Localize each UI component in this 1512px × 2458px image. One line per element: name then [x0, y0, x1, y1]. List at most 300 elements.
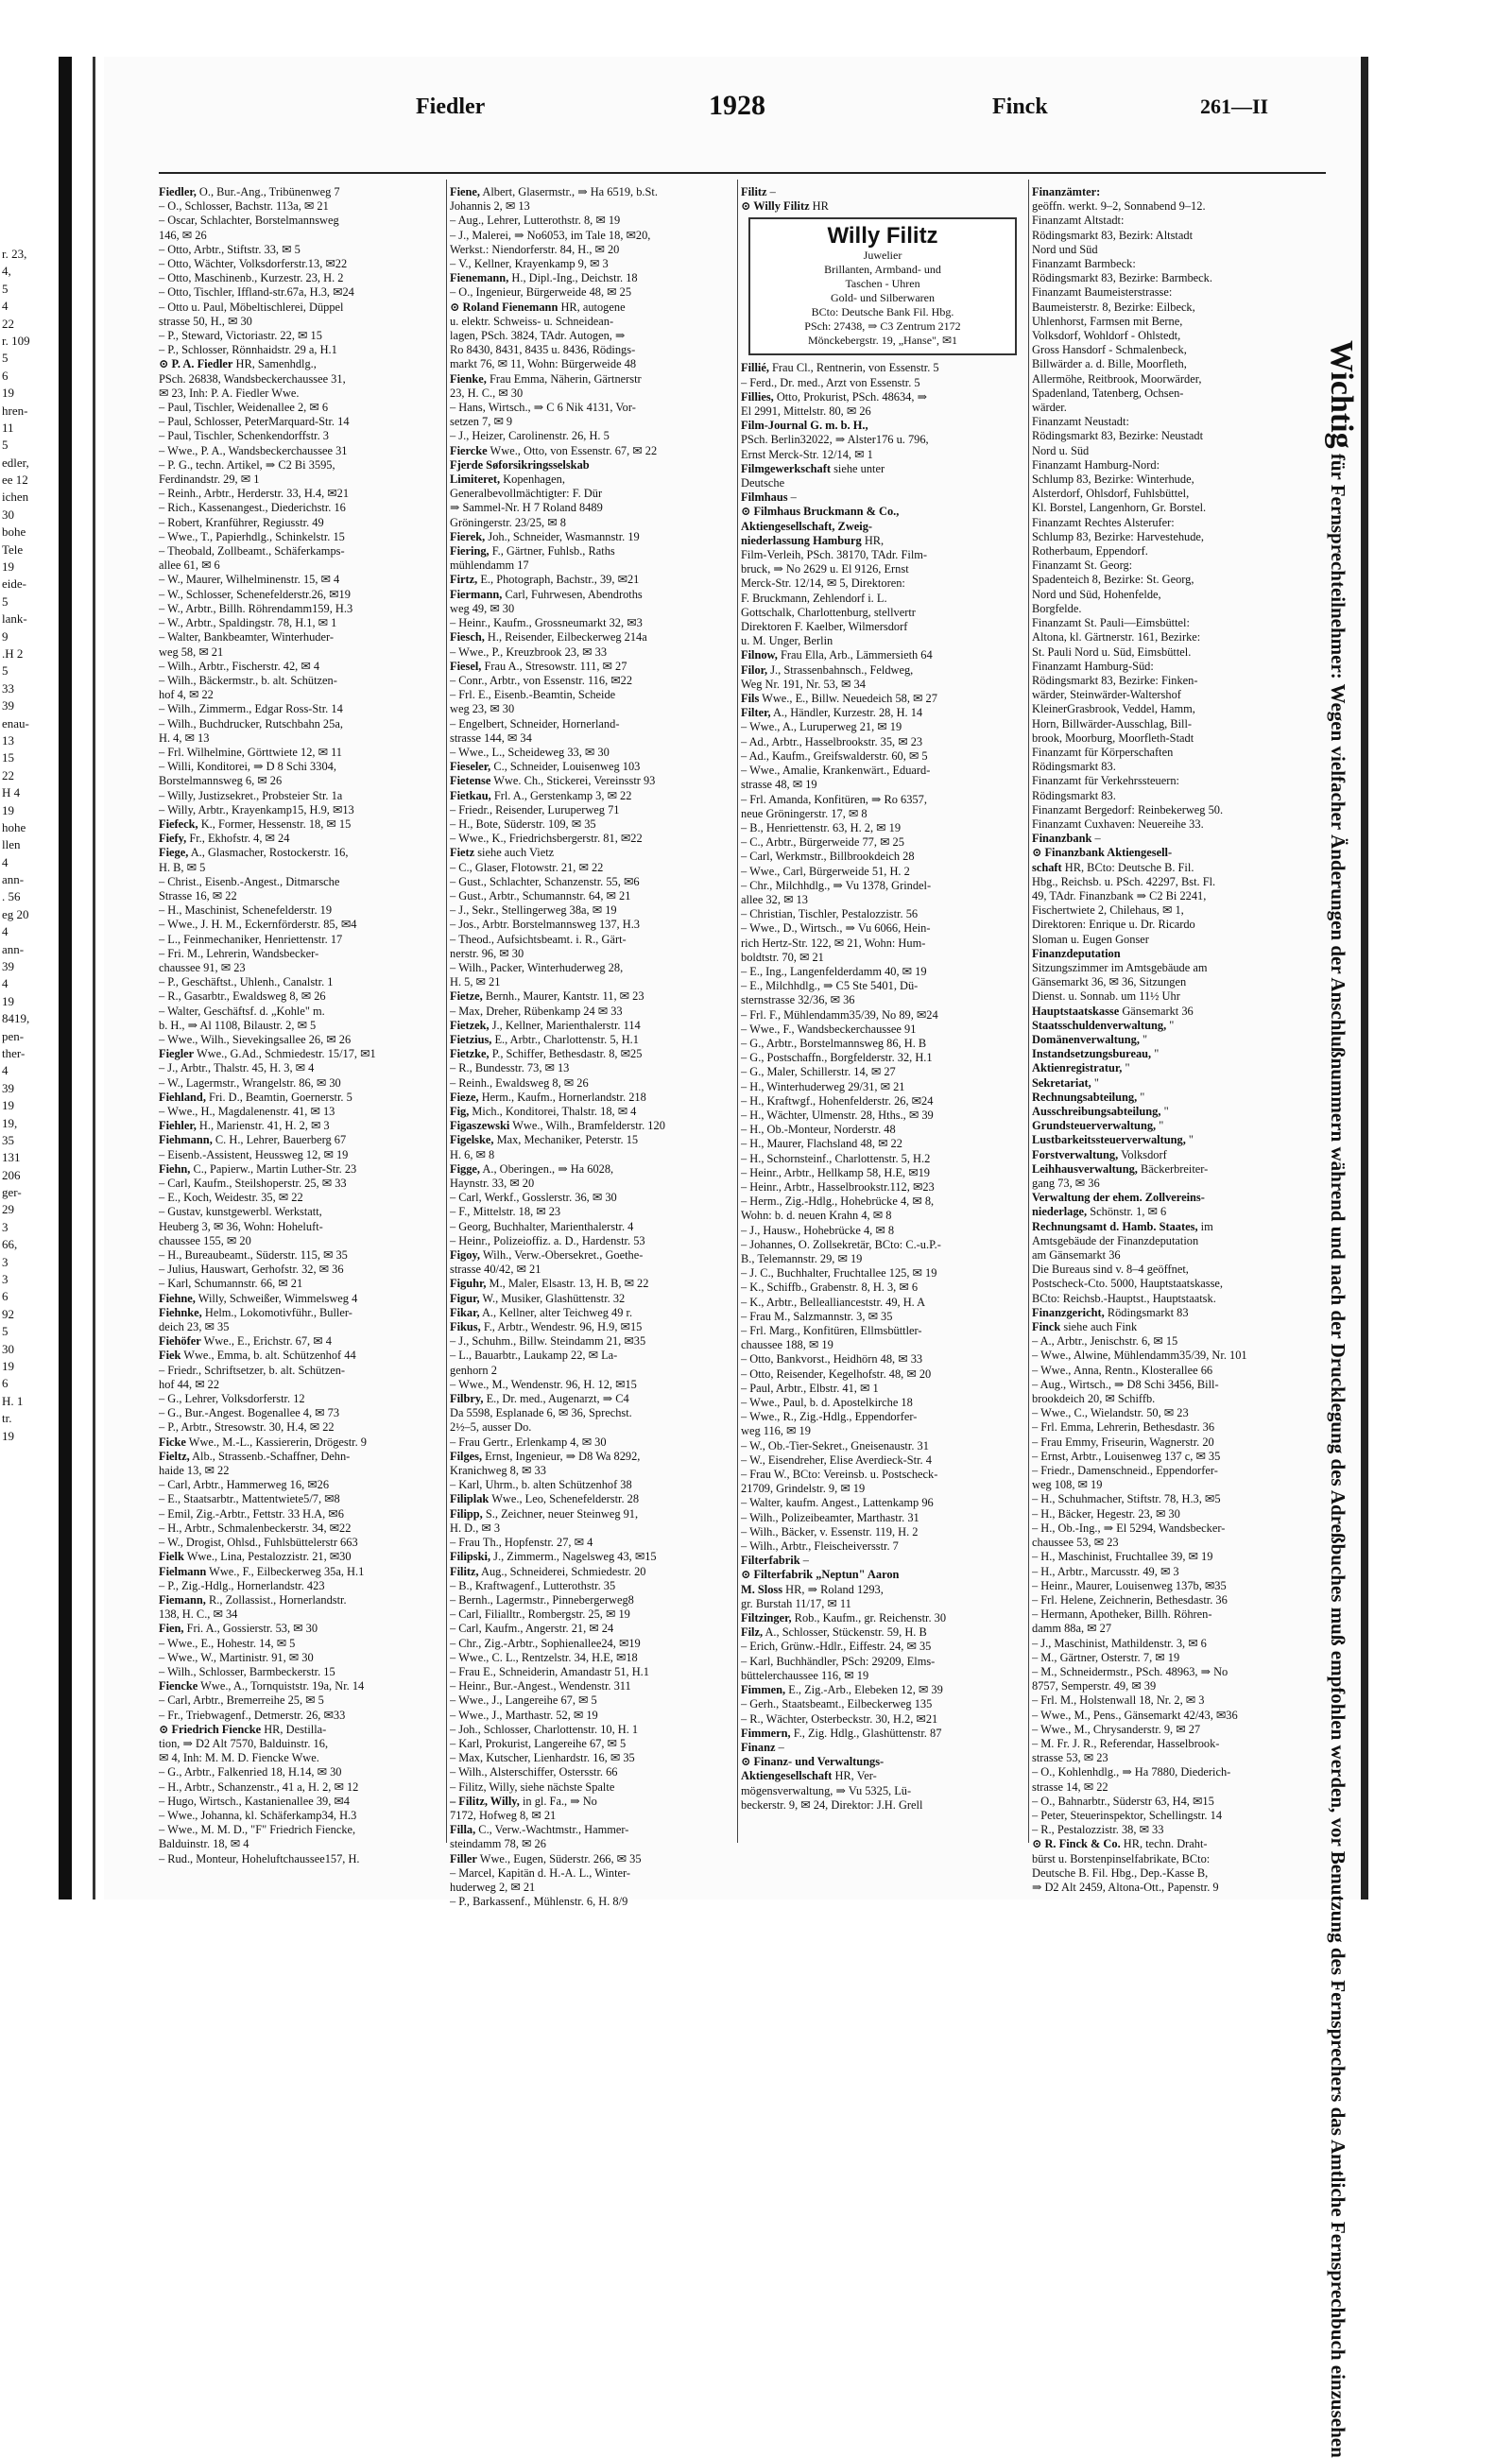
entry-details: Rödingsmarkt 83 — [1104, 1305, 1189, 1319]
directory-entry — [159, 717, 442, 731]
entry-name: Filterfabrik — [741, 1554, 800, 1568]
entry-name: Firtz, — [450, 573, 478, 587]
directory-entry — [741, 735, 1024, 749]
directory-entry — [1032, 1780, 1320, 1795]
entry-details: – Wwe., J., Langereihe 67, ✉ 5 — [450, 1693, 597, 1708]
entry-name: Fiene, — [450, 185, 480, 198]
directory-entry — [1032, 717, 1320, 731]
entry-details: Gottschalk, Charlottenburg, stellvertr — [741, 605, 916, 619]
entry-name: Fieltz, — [159, 1449, 190, 1463]
directory-entry — [450, 257, 733, 271]
directory-entry — [1032, 889, 1320, 903]
directory-entry — [159, 315, 442, 329]
directory-entry — [450, 415, 733, 429]
facing-page-fragment: 19 — [2, 1359, 14, 1373]
directory-entry — [159, 357, 442, 371]
directory-entry — [159, 817, 442, 832]
entry-details: weg 116, ✉ 19 — [741, 1424, 811, 1438]
entry-details: – W., Arbtr., Billh. Röhrendamm159, H.3 — [159, 601, 353, 615]
advertisement-brand: Willy Filitz — [827, 223, 938, 249]
directory-entry — [1032, 832, 1320, 846]
directory-entry — [741, 1310, 1024, 1324]
directory-entry — [1032, 1177, 1320, 1191]
entry-name: Figuhr, — [450, 1277, 487, 1291]
facing-page-fragment: 6 — [2, 368, 9, 383]
directory-entry — [159, 1076, 442, 1091]
entry-details: wärder, Steinwärder-Waltershof — [1032, 688, 1181, 702]
directory-entry — [741, 1655, 1024, 1669]
directory-entry — [450, 516, 733, 530]
directory-entry — [159, 329, 442, 343]
entry-details: – B., Henriettenstr. 63, H. 2, ✉ 19 — [741, 820, 902, 834]
entry-details: – Frl. Wilhelmine, Görttwiete 12, ✉ 11 — [159, 745, 342, 759]
entry-details: Kopenhagen, — [500, 473, 565, 487]
entry-name: Fietzius, — [450, 1032, 492, 1046]
directory-entry — [450, 731, 733, 746]
directory-entry — [1032, 343, 1320, 357]
entry-name: ⊙ R. Finck & Co. — [1032, 1837, 1121, 1851]
entry-details: – Gerh., Staatsbeamt., Eilbeckerweg 135 — [741, 1697, 933, 1711]
entry-name: Filnow, — [741, 648, 778, 662]
directory-entry — [741, 749, 1024, 764]
entry-name: Fikar, — [450, 1305, 480, 1319]
entry-details: – Gustav, kunstgewerbl. Werkstatt, — [159, 1205, 322, 1219]
directory-entry — [1032, 199, 1320, 214]
directory-entry — [450, 1364, 733, 1378]
directory-entry — [1032, 1220, 1320, 1234]
directory-entry — [450, 1809, 733, 1823]
directory-entry — [741, 606, 1024, 620]
entry-details: – Wwe., L., Scheideweg 33, ✉ 30 — [450, 745, 610, 759]
entry-name: Instandsetzungsbureau, — [1032, 1047, 1152, 1061]
entry-details: Die Bureaus sind v. 8–4 geöffnet, — [1032, 1263, 1189, 1277]
entry-details: – Friedr., Schriftsetzer, b. alt. Schützen- — [159, 1363, 346, 1377]
entry-details: Alb., Strassenb.-Schaffner, Dehn- — [189, 1449, 351, 1463]
entry-details: – Heinr., Maurer, Louisenweg 137b, ✉35 — [1032, 1578, 1227, 1592]
directory-entry — [450, 1306, 733, 1320]
entry-details: – Frau E., Schneiderin, Amandastr 51, H.1 — [450, 1664, 649, 1678]
entry-name: Filor, — [741, 662, 768, 677]
directory-entry — [159, 229, 442, 243]
entry-details: – Otto, Maschinenb., Kurzestr. 23, H. 2 — [159, 271, 344, 285]
entry-details: Postscheck-Cto. 5000, Hauptstaatskasse, — [1032, 1277, 1224, 1291]
entry-details: – Marcel, Kapitän d. H.-A. L., Winter- — [450, 1865, 631, 1880]
directory-entry — [159, 789, 442, 803]
directory-entry — [450, 1220, 733, 1234]
directory-entry — [1032, 1420, 1320, 1435]
directory-entry — [1032, 975, 1320, 989]
entry-details: Willy, Schweißer, Wimmelsweg 4 — [195, 1291, 358, 1305]
directory-entry — [1032, 401, 1320, 415]
entry-details: Wwe., G.Ad., Schmiedestr. 15/17, ✉1 — [194, 1047, 376, 1061]
entry-details: 146, ✉ 26 — [159, 228, 207, 242]
entry-name: Fillié, — [741, 361, 769, 375]
entry-name: Fielk — [159, 1550, 184, 1564]
advertisement-line: PSch: 27438, ⇒ C3 Zentrum 2172 — [804, 319, 961, 334]
directory-entry — [741, 979, 1024, 993]
entry-details: – J., Schuhm., Billw. Steindamm 21, ✉35 — [450, 1334, 646, 1349]
entry-details: – P. G., techn. Artikel, ⇒ C2 Bi 3595, — [159, 457, 335, 472]
directory-entry — [741, 1065, 1024, 1079]
entry-name: Limiteret, — [450, 473, 501, 487]
directory-entry — [741, 850, 1024, 864]
directory-entry — [450, 329, 733, 343]
entry-name: Staatsschuldenverwaltung, — [1032, 1018, 1167, 1032]
facing-page-fragment: 4, — [2, 264, 11, 279]
directory-entry — [159, 1780, 442, 1795]
directory-entry — [741, 692, 1024, 706]
column-divider — [446, 180, 447, 1843]
directory-entry — [450, 315, 733, 329]
directory-entry — [741, 1669, 1024, 1683]
entry-details: beckerstr. 9, ✉ 24, Direktor: J.H. Grell — [741, 1797, 923, 1812]
entry-details: – E., Ing., Langenfelderdamm 40, ✉ 19 — [741, 964, 927, 978]
directory-entry — [159, 501, 442, 515]
directory-entry — [1032, 789, 1320, 803]
entry-details: ✉ 23, Inh: P. A. Fiedler Wwe. — [159, 386, 300, 400]
entry-details: – Wilh., Alsterschiffer, Ostersstr. 66 — [450, 1765, 618, 1779]
directory-entry — [159, 875, 442, 889]
entry-details: – J., Arbtr., Thalstr. 45, H. 3, ✉ 4 — [159, 1061, 315, 1075]
entry-details: – Paul, Schlosser, PeterMarquard-Str. 14 — [159, 415, 350, 429]
entry-details: steindamm 78, ✉ 26 — [450, 1837, 546, 1851]
directory-entry — [450, 789, 733, 803]
entry-details: Wwe., M.-L., Kassiererin, Drögestr. 9 — [185, 1435, 367, 1449]
entry-details: Frau A., Stresowstr. 111, ✉ 27 — [481, 659, 627, 673]
directory-entry — [450, 1507, 733, 1521]
directory-entry — [1032, 1364, 1320, 1378]
entry-details: – Friedr., Reisender, Luruperweg 71 — [450, 802, 620, 816]
entry-details: HR, Ver- — [832, 1769, 877, 1783]
directory-entry — [159, 918, 442, 932]
entry-details: H. 6, ✉ 8 — [450, 1147, 495, 1161]
entry-details: Finanzamt Hamburg-Süd: — [1032, 659, 1154, 673]
entry-details: Gröningerstr. 23/25, ✉ 8 — [450, 515, 566, 529]
entry-details: Finanzamt für Körperschaften — [1032, 745, 1174, 759]
entry-name: Figoy, — [450, 1248, 481, 1263]
entry-details: – H., Arbtr., Schmalenbeckerstr. 34, ✉22 — [159, 1521, 352, 1535]
entry-name: Fiehöfer — [159, 1334, 201, 1349]
directory-entry — [159, 516, 442, 530]
directory-entry — [741, 921, 1024, 936]
directory-entry — [159, 1191, 442, 1205]
entry-details: Wwe., Leo, Schenefelderstr. 28 — [489, 1492, 640, 1506]
directory-entry — [741, 1625, 1024, 1640]
entry-details: – J., Hausw., Hohebrücke 4, ✉ 8 — [741, 1223, 895, 1237]
entry-details: – H., Schuhmacher, Stiftstr. 78, H.3, ✉5 — [1032, 1492, 1221, 1506]
entry-name: Filler — [450, 1851, 477, 1865]
directory-entry — [450, 1162, 733, 1177]
entry-details: Sloman u. Eugen Gonser — [1032, 932, 1149, 946]
directory-entry — [450, 1637, 733, 1651]
entry-name: Finanzgericht, — [1032, 1305, 1105, 1319]
directory-entry — [741, 1568, 1024, 1582]
directory-entry — [159, 1795, 442, 1809]
directory-entry — [1032, 458, 1320, 473]
directory-entry — [1032, 846, 1320, 860]
entry-details: – Oscar, Schlachter, Borstelmannsweg — [159, 214, 339, 228]
directory-entry — [741, 793, 1024, 807]
side-notice-text: für Fernsprechteilnehmer: Wegen vielfacher Änderungen der Anschlußnummern während und nach der Drucklegung des Adreßbuches muß empfohlen werden, vor Benutzung des Fernsprechers das Amtliche Fernsprechbuch einzusehen — [1327, 453, 1349, 2458]
directory-entry — [1032, 1148, 1320, 1162]
directory-entry — [450, 1435, 733, 1450]
directory-entry — [159, 1579, 442, 1593]
entry-details: siehe auch Vietz — [474, 846, 555, 860]
facing-page-fragment: 9 — [2, 628, 9, 644]
entry-details: – Wwe., M., Chrysanderstr. 9, ✉ 27 — [1032, 1722, 1201, 1736]
directory-entry — [1032, 429, 1320, 443]
directory-entry — [159, 1751, 442, 1765]
directory-entry — [741, 448, 1024, 462]
directory-entry — [159, 429, 442, 443]
directory-entry — [159, 774, 442, 788]
directory-entry — [1032, 1019, 1320, 1033]
entry-name: Fikus, — [450, 1320, 481, 1334]
entry-details: Bernh., Maurer, Kantstr. 11, ✉ 23 — [482, 989, 644, 1004]
directory-entry — [450, 803, 733, 817]
directory-entry — [159, 1435, 442, 1450]
directory-entry — [159, 760, 442, 774]
entry-details: A., Händler, Kurzestr. 28, H. 14 — [770, 706, 923, 720]
facing-page-fragment: llen — [2, 837, 21, 852]
facing-page-fragment: ee 12 — [2, 473, 28, 488]
directory-entry — [159, 660, 442, 674]
facing-page-fragment: ther- — [2, 1045, 26, 1060]
entry-details: Schönstr. 1, ✉ 6 — [1087, 1205, 1167, 1219]
facing-page-fragment: H. 1 — [2, 1393, 24, 1408]
directory-entry — [741, 1252, 1024, 1266]
directory-entry — [450, 717, 733, 731]
directory-entry — [741, 1539, 1024, 1554]
entry-details: Billwärder a. d. Bille, Moorfleth, — [1032, 357, 1187, 371]
directory-entry — [450, 674, 733, 688]
directory-entry — [450, 817, 733, 832]
entry-details: Johannis 2, ✉ 13 — [450, 199, 530, 214]
entry-details: – W., Eisendreher, Elise Averdieck-Str. 4 — [741, 1452, 932, 1467]
directory-entry — [159, 487, 442, 501]
advertisement-box — [748, 217, 1017, 355]
entry-name: Fienemann, — [450, 271, 509, 285]
entry-details: – — [787, 490, 797, 505]
directory-column-3 — [741, 185, 1024, 1813]
entry-name: Fietkau, — [450, 788, 491, 802]
entry-details: rich Hertz-Str. 122, ✉ 21, Wohn: Hum- — [741, 936, 926, 950]
entry-details: Rotherbaum, Eppendorf. — [1032, 544, 1148, 559]
entry-details: – O., Ingenieur, Bürgerweide 48, ✉ 25 — [450, 285, 632, 300]
entry-details: – Otto, Bankvorst., Heidhörn 48, ✉ 33 — [741, 1352, 923, 1367]
directory-entry — [1032, 271, 1320, 285]
header-rule — [159, 172, 1326, 174]
entry-details: – Chr., Zig.-Arbtr., Sophienallee24, ✉19 — [450, 1636, 641, 1650]
entry-details: HR, BCto: Deutsche B. Fil. — [1061, 860, 1194, 874]
directory-entry — [159, 1047, 442, 1061]
directory-entry — [450, 473, 733, 487]
entry-details: – P., Geschäftst., Uhlenh., Canalstr. 1 — [159, 975, 334, 989]
entry-details: brookdeich 20, ✉ Schiffb. — [1032, 1392, 1156, 1406]
directory-entry — [159, 243, 442, 257]
directory-entry — [450, 1895, 733, 1909]
entry-details: H. 4, ✉ 13 — [159, 731, 210, 745]
entry-details: – — [1091, 832, 1101, 846]
directory-entry — [450, 702, 733, 716]
entry-details: – O., Bahnarbtr., Süderstr 63, H4, ✉15 — [1032, 1794, 1214, 1808]
page-number: 261—II — [1200, 95, 1269, 118]
directory-entry — [450, 1005, 733, 1019]
entry-details: ✉ 4, Inh: M. M. D. Fiencke Wwe. — [159, 1751, 319, 1765]
directory-entry — [159, 1693, 442, 1708]
directory-entry — [450, 429, 733, 443]
entry-details: Wwe., E., Billw. Neuedeich 58, ✉ 27 — [759, 692, 937, 706]
entry-details: Nord und Süd — [1032, 242, 1098, 256]
entry-details: Baumeisterstr. 8, Bezirke: Eilbeck, — [1032, 300, 1195, 314]
directory-entry — [1032, 861, 1320, 875]
entry-details: – W., Ob.-Tier-Sekret., Gneisenaustr. 31 — [741, 1438, 929, 1452]
entry-details: S., Zeichner, neuer Steinweg 91, — [482, 1506, 639, 1521]
directory-entry — [450, 1133, 733, 1147]
header-year: 1928 — [709, 90, 765, 121]
directory-entry — [159, 1837, 442, 1851]
directory-entry — [741, 1410, 1024, 1424]
facing-page-fragment: ann- — [2, 941, 25, 956]
directory-entry — [741, 807, 1024, 821]
page-right-edge — [1361, 57, 1368, 1899]
entry-details: – Wwe., Carl, Bürgerweide 51, H. 2 — [741, 864, 910, 878]
directory-entry — [450, 1061, 733, 1075]
entry-name: Filbry, — [450, 1392, 484, 1406]
entry-details: – Wwe., D., Wirtsch., ⇒ Vu 6066, Hein- — [741, 921, 931, 936]
directory-entry — [741, 1209, 1024, 1223]
entry-details: Wohn: b. d. neuen Krahn 4, ✉ 8 — [741, 1209, 892, 1223]
entry-details: Wwe., Eugen, Süderstr. 266, ✉ 35 — [476, 1851, 642, 1865]
entry-name: Ficke — [159, 1435, 186, 1449]
directory-entry — [450, 229, 733, 243]
entry-details: Rödingsmarkt 83. — [1032, 760, 1116, 774]
entry-details: E., Arbtr., Charlottenstr. 5, H.1 — [491, 1032, 639, 1046]
directory-entry — [1032, 1679, 1320, 1693]
advertisement-line: Brillanten, Armband- und — [824, 263, 941, 277]
directory-entry — [741, 1152, 1024, 1166]
directory-entry — [1032, 544, 1320, 559]
directory-entry — [159, 1105, 442, 1119]
directory-entry — [741, 419, 1024, 433]
entry-details: – Ad., Kaufm., Greifswalderstr. 60, ✉ 5 — [741, 748, 928, 763]
directory-entry — [1032, 1435, 1320, 1450]
directory-entry — [1032, 1234, 1320, 1248]
facing-page-fragment: 33 — [2, 680, 14, 696]
directory-entry — [450, 1823, 733, 1837]
entry-details: – Ad., Arbtr., Hasselbrookstr. 35, ✉ 23 — [741, 734, 923, 748]
directory-entry — [741, 778, 1024, 792]
directory-entry — [159, 415, 442, 429]
entry-name: Lustbarkeitssteuerverwaltung, — [1032, 1133, 1186, 1147]
entry-details: Wwe. Ch., Stickerei, Vereinsstr 93 — [490, 774, 656, 788]
directory-entry — [450, 989, 733, 1004]
directory-entry — [1032, 1292, 1320, 1306]
entry-details: strasse 144, ✉ 34 — [450, 731, 532, 745]
directory-entry — [1032, 674, 1320, 688]
entry-details: O., Bur.-Ang., Tribünenweg 7 — [196, 185, 340, 198]
entry-details: – H., Bäcker, Hegestr. 23, ✉ 30 — [1032, 1506, 1180, 1521]
entry-name: Fiehler, — [159, 1119, 197, 1133]
directory-entry — [1032, 989, 1320, 1004]
entry-details: – Willy, Arbtr., Krayenkamp15, H.9, ✉13 — [159, 802, 354, 816]
directory-entry — [450, 458, 733, 473]
directory-entry — [159, 702, 442, 716]
directory-entry — [741, 1166, 1024, 1180]
entry-name: Finanzdeputation — [1032, 946, 1121, 960]
directory-entry — [450, 1478, 733, 1492]
entry-name: Fierek, — [450, 529, 486, 543]
entry-details: 7172, Hofweg 8, ✉ 21 — [450, 1808, 557, 1822]
entry-details: Nord u. Süd — [1032, 443, 1090, 457]
entry-details: Max, Mechaniker, Peterstr. 15 — [493, 1133, 639, 1147]
entry-details: – Frl. Amanda, Konfitüren, ⇒ Ro 6357, — [741, 792, 927, 806]
entry-details: – Wwe., K., Friedrichsbergerstr. 81, ✉22 — [450, 832, 643, 846]
directory-entry — [159, 588, 442, 602]
directory-entry — [1032, 1191, 1320, 1205]
entry-details: " — [1091, 1075, 1099, 1090]
entry-details: 8757, Semperstr. 49, ✉ 39 — [1032, 1679, 1157, 1693]
directory-entry — [159, 1521, 442, 1536]
facing-page-fragment: ger- — [2, 1185, 22, 1200]
directory-entry — [450, 889, 733, 903]
entry-details: Allermöhe, Reitbrook, Moorwärder, — [1032, 371, 1202, 386]
entry-details: – Frl. F., Mühlendamm35/39, No 89, ✉24 — [741, 1007, 938, 1022]
directory-entry — [450, 1737, 733, 1751]
directory-entry — [741, 835, 1024, 850]
directory-entry — [1032, 243, 1320, 257]
entry-details: Weg Nr. 191, Nr. 53, ✉ 34 — [741, 677, 866, 691]
directory-entry — [741, 1008, 1024, 1023]
advertisement-line: Taschen - Uhren — [845, 277, 920, 291]
directory-entry — [159, 1248, 442, 1263]
directory-entry — [1032, 1795, 1320, 1809]
entry-details: gang 73, ✉ 36 — [1032, 1177, 1100, 1191]
entry-details: – Rich., Kassenangest., Diederichstr. 16 — [159, 501, 346, 515]
directory-entry — [159, 861, 442, 875]
entry-details: – Emil, Zig.-Arbtr., Fettstr. 33 H.A, ✉6 — [159, 1506, 344, 1521]
entry-details: – W., Maurer, Wilhelminenstr. 15, ✉ 4 — [159, 573, 340, 587]
directory-entry — [741, 720, 1024, 734]
directory-entry — [1032, 415, 1320, 429]
entry-details: – Wwe., Wilh., Sievekingsallee 26, ✉ 26 — [159, 1032, 352, 1046]
entry-details: Finanzamt Altstadt: — [1032, 214, 1125, 228]
directory-entry — [1032, 285, 1320, 300]
directory-entry — [159, 961, 442, 975]
entry-details: – Carl, Filialltr., Rombergstr. 25, ✉ 19 — [450, 1607, 630, 1622]
directory-entry — [450, 918, 733, 932]
facing-page-fragment: 4 — [2, 1063, 9, 1078]
facing-page-fragment: 6 — [2, 1376, 9, 1391]
facing-page-fragment: 15 — [2, 750, 14, 765]
entry-details: – Wwe., Johanna, kl. Schäferkamp34, H.3 — [159, 1808, 357, 1822]
advertisement-line: Gold- und Silberwaren — [831, 291, 935, 305]
entry-details: – R., Bundesstr. 73, ✉ 13 — [450, 1061, 570, 1075]
entry-details: – Gust., Schlachter, Schanzenstr. 55, ✉6 — [450, 874, 640, 888]
entry-details: W., Musiker, Glashüttenstr. 32 — [479, 1291, 626, 1305]
book-spine-edge — [93, 57, 95, 1899]
directory-entry — [1032, 1277, 1320, 1291]
directory-entry — [159, 803, 442, 817]
entry-details: El 2991, Mittelstr. 80, ✉ 26 — [741, 404, 871, 419]
entry-details: HR, — [861, 533, 885, 547]
directory-entry — [1032, 1119, 1320, 1133]
facing-page-fragment: hohe — [2, 819, 26, 834]
entry-details: – V., Kellner, Krayenkamp 9, ✉ 3 — [450, 257, 609, 271]
directory-entry — [1032, 357, 1320, 371]
directory-entry — [741, 951, 1024, 965]
entry-details: – Hermann, Apotheker, Billh. Röhren- — [1032, 1607, 1212, 1622]
